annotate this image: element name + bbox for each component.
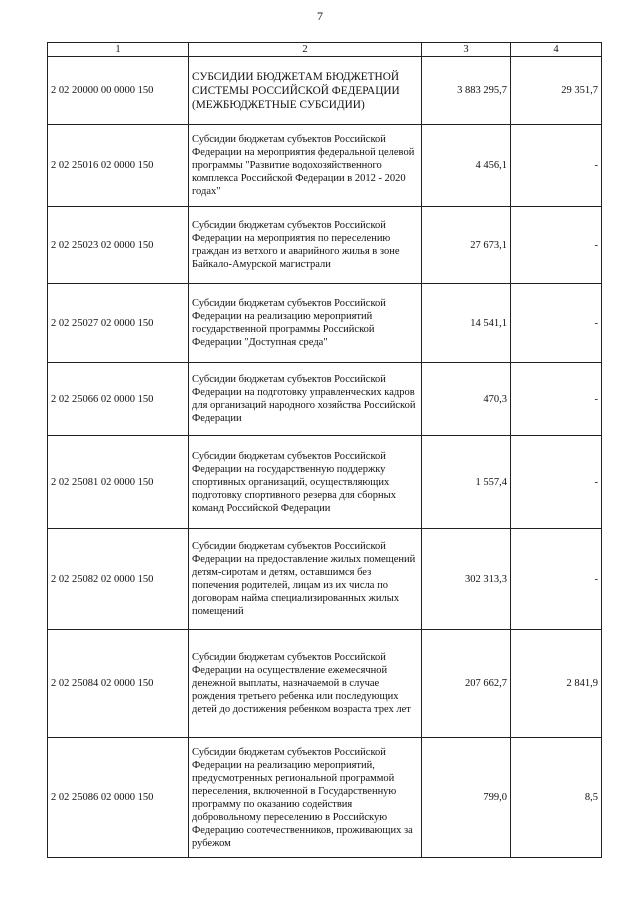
income-name-cell: Субсидии бюджетам субъектов Российской Федерации на мероприятия по переселению граждан из ветхого и аварийного жилья в зоне Байкало-Амурской магистрали [189,207,422,284]
table-row [48,207,602,284]
page-number: 7 [317,9,323,23]
table-header-row [48,43,602,57]
budget-code-cell: 2 02 25086 02 0000 150 [48,738,189,858]
table-row [48,363,602,436]
amount-cell: 1 557,4 [422,436,511,529]
amount2-cell: - [511,207,602,284]
budget-code-cell: 2 02 25066 02 0000 150 [48,363,189,436]
income-name-cell: Субсидии бюджетам субъектов Российской Федерации на предоставление жилых помещений детям-сиротам и детям, оставшимся без попечения родителей, лицам из их числа по договорам найма специализированных жилых помещений [189,529,422,630]
income-name-cell: Субсидии бюджетам субъектов Российской Федерации на осуществление ежемесячной денежной выплаты, назначаемой в случае рождения третьего ребенка или последующих детей до достижения ребенком возраста трех лет [189,630,422,738]
column-header: 1 [48,43,189,57]
table-row [48,125,602,207]
amount-cell: 470,3 [422,363,511,436]
amount2-cell: - [511,284,602,363]
budget-code-cell: 2 02 20000 00 0000 150 [48,57,189,125]
column-header: 2 [189,43,422,57]
column-header: 3 [422,43,511,57]
amount-cell: 302 313,3 [422,529,511,630]
amount-cell: 799,0 [422,738,511,858]
budget-code-cell: 2 02 25084 02 0000 150 [48,630,189,738]
budget-code-cell: 2 02 25016 02 0000 150 [48,125,189,207]
budget-code-cell: 2 02 25081 02 0000 150 [48,436,189,529]
table-row [48,630,602,738]
amount-cell: 4 456,1 [422,125,511,207]
budget-code-cell: 2 02 25082 02 0000 150 [48,529,189,630]
table-row [48,57,602,125]
amount-cell: 207 662,7 [422,630,511,738]
amount2-cell: 29 351,7 [511,57,602,125]
table-row [48,436,602,529]
income-name-cell: Субсидии бюджетам субъектов Российской Федерации на подготовку управленческих кадров для организаций народного хозяйства Российской Федерации [189,363,422,436]
budget-code-cell: 2 02 25027 02 0000 150 [48,284,189,363]
amount-cell: 14 541,1 [422,284,511,363]
income-name-cell: Субсидии бюджетам субъектов Российской Федерации на мероприятия федеральной целевой программы "Развитие водохозяйственного комплекса Российской Федерации в 2012 - 2020 годах" [189,125,422,207]
income-name-cell: Субсидии бюджетам субъектов Российской Федерации на реализацию мероприятий, предусмотренных региональной программой переселения, включенной в Государственную программу по оказанию содействия добровольному переселению в Российскую Федерацию соотечественников, проживающих за рубежом [189,738,422,858]
amount2-cell: - [511,436,602,529]
income-name-cell: СУБСИДИИ БЮДЖЕТАМ БЮДЖЕТНОЙ СИСТЕМЫ РОССИЙСКОЙ ФЕДЕРАЦИИ (МЕЖБЮДЖЕТНЫЕ СУБСИДИИ) [189,57,422,125]
amount2-cell: 2 841,9 [511,630,602,738]
budget-code-cell: 2 02 25023 02 0000 150 [48,207,189,284]
table-row [48,284,602,363]
amount-cell: 3 883 295,7 [422,57,511,125]
table-row [48,738,602,858]
income-name-cell: Субсидии бюджетам субъектов Российской Федерации на государственную поддержку спортивных организаций, осуществляющих подготовку спортивного резерва для сборных команд Российской Федерации [189,436,422,529]
amount-cell: 27 673,1 [422,207,511,284]
amount2-cell: - [511,363,602,436]
column-header: 4 [511,43,602,57]
budget-table [47,42,602,858]
income-name-cell: Субсидии бюджетам субъектов Российской Федерации на реализацию мероприятий государственной программы Российской Федерации "Доступная среда" [189,284,422,363]
amount2-cell: - [511,529,602,630]
amount2-cell: 8,5 [511,738,602,858]
amount2-cell: - [511,125,602,207]
table-row [48,529,602,630]
